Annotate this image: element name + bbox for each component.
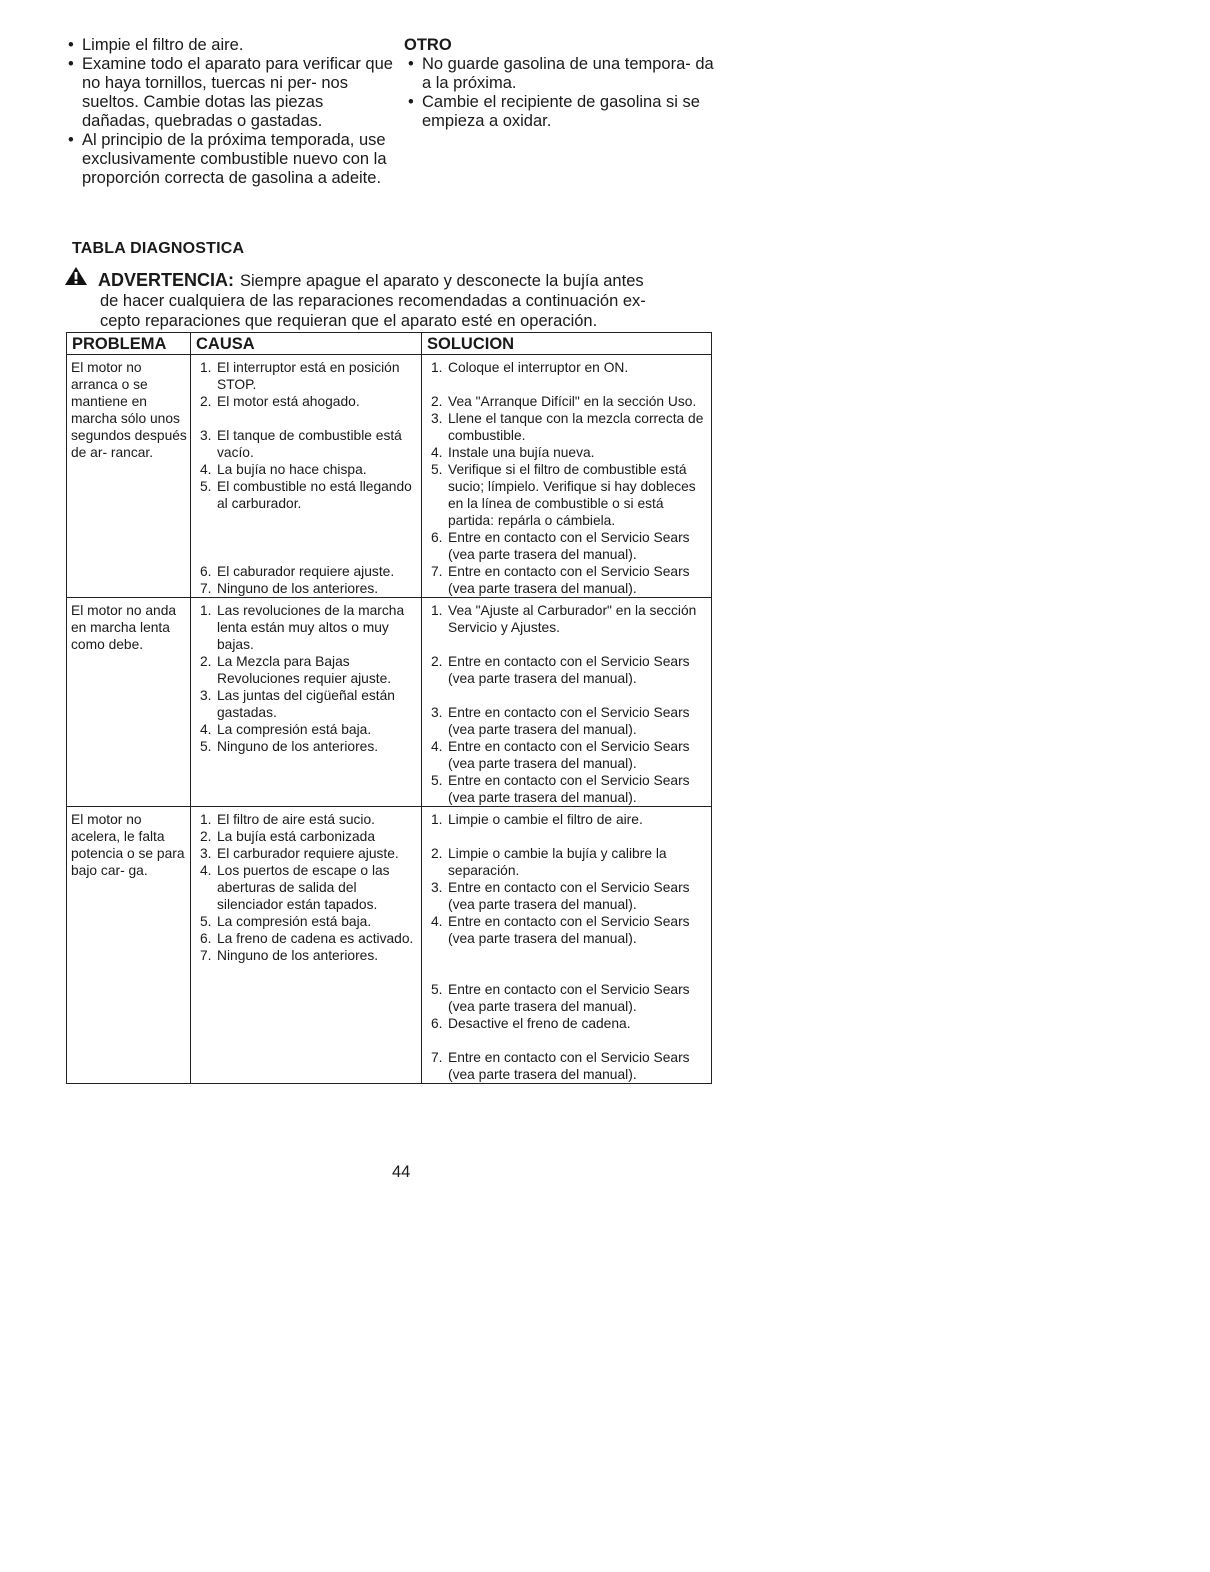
solution-item: 4. Entre en contacto con el Servicio Sears (vea parte trasera del manual). (431, 739, 690, 771)
cause-item: 7. Ninguno de los anteriores. (200, 581, 379, 596)
otro-bullet-list (404, 55, 724, 131)
solution-item: 2. Entre en contacto con el Servicio Sears (vea parte trasera del manual). (431, 654, 690, 686)
solution-item: 5. Entre en contacto con el Servicio Sears (vea parte trasera del manual). (431, 773, 690, 805)
solution-cell (422, 598, 712, 807)
solution-item: 3. Entre en contacto con el Servicio Sears (vea parte trasera del manual). (431, 705, 690, 737)
solution-item: 5. Entre en contacto con el Servicio Sears (vea parte trasera del manual). (431, 982, 690, 1014)
problem-cell: El motor no acelera, le falta potencia o se para bajo car- ga. (67, 807, 191, 1084)
solution-item: 4. Instale una bujía nueva. (431, 445, 595, 460)
maintenance-bullet: • Examine todo el aparato para verificar que no haya tornillos, tuercas ni per- nos sueltos. Cambie dotas las piezas dañadas, quebradas o gastadas. (64, 55, 394, 131)
solution-cell (422, 807, 712, 1084)
table-row (67, 355, 712, 598)
diagnostic-table-heading: TABLA DIAGNOSTICA (72, 240, 245, 257)
solution-item: 4. Entre en contacto con el Servicio Sears (vea parte trasera del manual). (431, 914, 690, 946)
problem-cell: El motor no anda en marcha lenta como debe. (67, 598, 191, 807)
cause-item: 4. La compresión está baja. (200, 722, 372, 737)
solution-item: 7. Entre en contacto con el Servicio Sears (vea parte trasera del manual). (431, 564, 690, 596)
solution-item: 3. Entre en contacto con el Servicio Sears (vea parte trasera del manual). (431, 880, 690, 912)
cause-item: 4. Los puertos de escape o las aberturas de salida del silenciador están tapados. (200, 863, 390, 912)
cause-item: 6. La freno de cadena es activado. (200, 931, 414, 946)
solution-item: 1. Limpie o cambie el filtro de aire. (431, 812, 643, 827)
cause-item: 1. Las revoluciones de la marcha lenta están muy altos o muy bajas. (200, 603, 405, 652)
solution-item: 5. Verifique si el filtro de combustible está sucio; límpielo. Verifique si hay dobleces en la línea de combustible o si está partida: repárla o cámbiela. (431, 462, 696, 528)
warning-block (64, 266, 714, 331)
cause-item: 2. La Mezcla para Bajas Revoluciones requier ajuste. (200, 654, 392, 686)
otro-bullet: • No guarde gasolina de una tempora- da a la próxima. (404, 55, 724, 93)
cause-item: 2. El motor está ahogado. (200, 394, 360, 409)
warning-text-line-2: de hacer cualquiera de las reparaciones recomendadas a continuación ex- (100, 292, 646, 310)
diagnostic-table (66, 332, 712, 1084)
solution-item: 6. Desactive el freno de cadena. (431, 1016, 631, 1031)
maintenance-bullet: • Limpie el filtro de aire. (64, 36, 394, 55)
otro-column (404, 36, 724, 131)
cause-cell (191, 807, 422, 1084)
cause-item: 2. La bujía está carbonizada (200, 829, 376, 844)
maintenance-left-column (64, 36, 394, 188)
cause-item: 6. El caburador requiere ajuste. (200, 564, 395, 579)
solution-item: 2. Vea "Arranque Difícil" en la sección Uso. (431, 394, 697, 409)
solution-item: 1. Vea "Ajuste al Carburador" en la sección Servicio y Ajustes. (431, 603, 697, 635)
otro-heading: OTRO (404, 36, 452, 54)
solution-cell (422, 355, 712, 598)
cause-cell (191, 598, 422, 807)
warning-text-line-1: Siempre apague el aparato y desconecte la bujía antes (240, 272, 644, 290)
table-row (67, 807, 712, 1084)
cause-item: 1. El filtro de aire está sucio. (200, 812, 375, 827)
cause-item: 3. El carburador requiere ajuste. (200, 846, 399, 861)
cause-item: 3. Las juntas del cigüeñal están gastadas. (200, 688, 395, 720)
warning-text-line-3: cepto reparaciones que requieran que el aparato esté en operación. (100, 312, 598, 330)
cause-item: 5. Ninguno de los anteriores. (200, 739, 379, 754)
warning-label: ADVERTENCIA: (98, 270, 235, 290)
solution-item: 7. Entre en contacto con el Servicio Sears (vea parte trasera del manual). (431, 1050, 690, 1082)
header-solucion: SOLUCION (422, 333, 712, 355)
cause-item: 5. La compresión está baja. (200, 914, 372, 929)
maintenance-bullet-list (64, 36, 394, 188)
cause-cell (191, 355, 422, 598)
cause-item: 3. El tanque de combustible está vacío. (200, 428, 402, 460)
solution-item: 2. Limpie o cambie la bujía y calibre la separación. (431, 846, 667, 878)
maintenance-bullet: • Al principio de la próxima temporada, use exclusivamente combustible nuevo con la proporción correcta de gasolina a adeite. (64, 131, 394, 188)
table-row (67, 598, 712, 807)
table-header-row (67, 333, 712, 355)
header-problema: PROBLEMA (67, 333, 191, 355)
cause-item: 5. El combustible no está llegando al carburador. (200, 479, 412, 511)
solution-item: 1. Coloque el interruptor en ON. (431, 360, 629, 375)
cause-item: 4. La bujía no hace chispa. (200, 462, 367, 477)
page-number: 44 (392, 1163, 411, 1181)
solution-item: 6. Entre en contacto con el Servicio Sears (vea parte trasera del manual). (431, 530, 690, 562)
header-causa: CAUSA (191, 333, 422, 355)
cause-item: 7. Ninguno de los anteriores. (200, 948, 379, 963)
otro-bullet: • Cambie el recipiente de gasolina si se empieza a oxidar. (404, 93, 724, 131)
solution-item: 3. Llene el tanque con la mezcla correcta de combustible. (431, 411, 704, 443)
warning-triangle-icon (64, 266, 88, 291)
cause-item: 1. El interruptor está en posición STOP. (200, 360, 400, 392)
problem-cell: El motor no arranca o se mantiene en marcha sólo unos segundos después de ar- rancar. (67, 355, 191, 598)
